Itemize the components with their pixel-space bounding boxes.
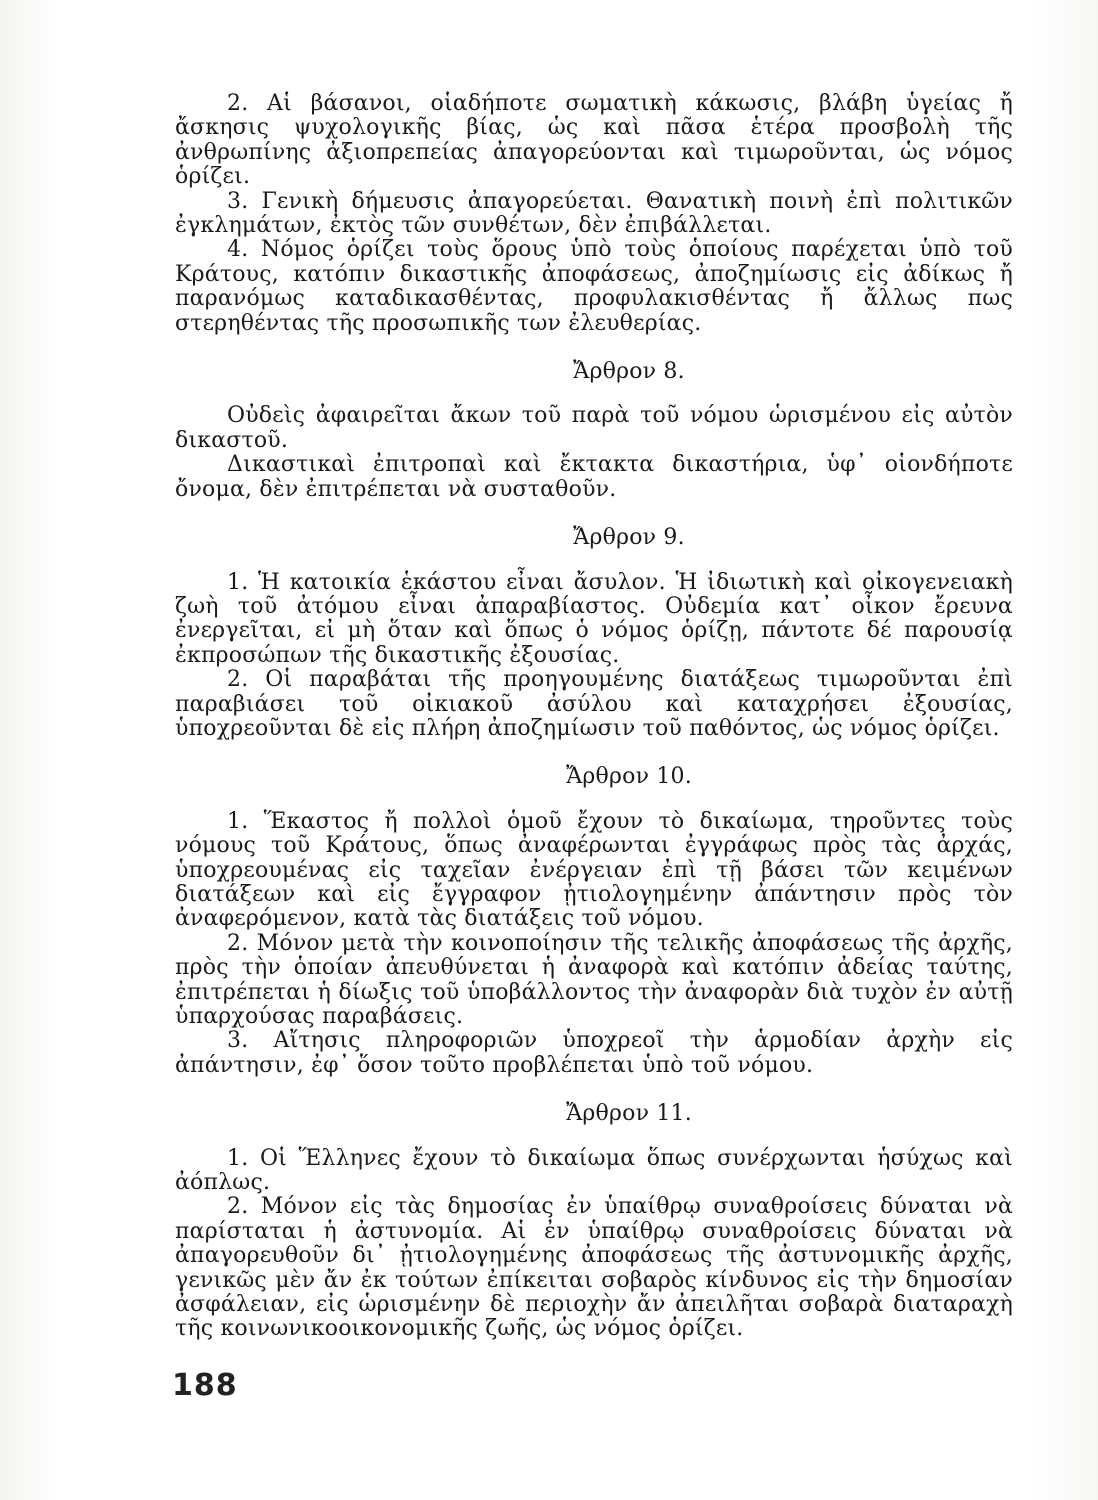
- article-heading: Ἄρθρον 11.: [566, 1101, 692, 1127]
- paragraph: 3. Αἴτησις πληροφοριῶν ὑποχρεοῖ τὴν ἁρμοδίαν ἀρχὴν εἰς ἀπάντησιν, ἐφ᾽ ὅσον τοῦτο προβλέπεται ὑπὸ τοῦ νόμου.: [175, 1028, 1013, 1078]
- paragraph: Δικαστικαὶ ἐπιτροπαὶ καὶ ἔκτακτα δικαστήρια, ὑφ᾽ οἱονδήποτε ὄνομα, δὲν ἐπιτρέπεται νὰ συσταθοῦν.: [175, 452, 1013, 502]
- spacer: [175, 1078, 1013, 1102]
- paragraph: 4. Νόμος ὁρίζει τοὺς ὅρους ὑπὸ τοὺς ὁποίους παρέχεται ὑπὸ τοῦ Κράτους, κατόπιν δικαστικῆς ἀποφάσεως, ἀποζημίωσις εἰς ἀδίκως ἤ παρανόμως καταδικασθέντας, προφυλακισθέντας ἤ ἄλλως πως στερηθέντας τῆς προσωπικῆς των ἐλευθερίας.: [175, 237, 1013, 336]
- paragraph: 1. Οἱ Ἕλληνες ἔχουν τὸ δικαίωμα ὅπως συνέρχωνται ἡσύχως καὶ ἀόπλως.: [175, 1145, 1013, 1196]
- paragraph: 1. Ἡ κατοικία ἑκάστου εἶναι ἄσυλον. Ἡ ἰδιωτικὴ καὶ οἰκογενειακὴ ζωὴ τοῦ ἀτόμου εἶναι ἀπαραβίαστος. Οὐδεμία κατ᾽ οἶκον ἔρευνα ἐνεργεῖται, εἰ μὴ ὅταν καὶ ὅπως ὁ νόμος ὁρίζῃ, πάντοτε δέ παρουσίᾳ ἐκπροσώπων τῆς δικαστικῆς ἐξουσίας.: [175, 569, 1013, 668]
- paragraph: 1. Ἕκαστος ἤ πολλοὶ ὁμοῦ ἔχουν τὸ δικαίωμα, τηροῦντες τοὺς νόμους τοῦ Κράτους, ὅπως ἀναφέρωνται ἐγγράφως πρὸς τὰς ἀρχάς, ὑποχρεουμένας εἰς ταχεῖαν ἐνέργειαν ἐπὶ τῇ βάσει τῶν κειμένων διατάξεων καὶ εἰς ἔγγραφον ᾐτιολογημένην ἀπάντησιν πρὸς τὸν ἀναφερόμενον, κατὰ τὰς διατάξεις τοῦ νόμου.: [175, 808, 1013, 932]
- spacer: [175, 741, 1013, 765]
- paragraph: 2. Μόνον μετὰ τὴν κοινοποίησιν τῆς τελικῆς ἀποφάσεως τῆς ἀρχῆς, πρὸς τὴν ὁποίαν ἀπευθύνεται ἡ ἀναφορὰ καὶ κατόπιν ἀδείας ταύτης, ἐπιτρέπεται ἡ δίωξις τοῦ ὑποβάλλοντος τὴν ἀναφορὰν διὰ τυχὸν ἐν αὐτῇ ὑπαρχούσας παραβάσεις.: [175, 930, 1013, 1029]
- spacer: [175, 502, 1013, 526]
- paragraph: 3. Γενικὴ δήμευσις ἀπαγορεύεται. Θανατικὴ ποινὴ ἐπὶ πολιτικῶν ἐγκλημάτων, ἐκτὸς τῶν συνθέτων, δὲν ἐπιβάλλεται.: [175, 188, 1013, 239]
- article-heading: Ἄρθρον 8.: [573, 359, 685, 385]
- spacer: [175, 790, 1013, 810]
- spacer: [175, 336, 1013, 360]
- spacer: [175, 384, 1013, 404]
- spacer: [175, 1127, 1013, 1147]
- paragraph: 2. Αἱ βάσανοι, οἱαδήποτε σωματικὴ κάκωσις, βλάβη ὑγείας ἤ ἄσκησις ψυχολογικῆς βίας, ὡς καὶ πᾶσα ἑτέρα προσβολὴ τῆς ἀνθρωπίνης ἀξιοπρεπείας ἀπαγορεύονται καὶ τιμωροῦνται, ὡς νόμος ὁρίζει.: [175, 91, 1013, 190]
- paragraph: Οὐδεὶς ἀφαιρεῖται ἄκων τοῦ παρὰ τοῦ νόμου ὡρισμένου εἰς αὐτὸν δικαστοῦ.: [175, 403, 1013, 453]
- body-text: [175, 92, 1013, 1342]
- spacer: [175, 551, 1013, 571]
- article-heading: Ἄρθρον 10.: [566, 764, 692, 790]
- paragraph: 2. Οἱ παραβάται τῆς προηγουμένης διατάξεως τιμωροῦνται ἐπὶ παραβιάσει τοῦ οἰκιακοῦ ἀσύλου καὶ καταχρήσει ἐξουσίας, ὑποχρεοῦνται δὲ εἰς πλήρη ἀποζημίωσιν τοῦ παθόντος, ὡς νόμος ὁρίζει.: [175, 667, 1013, 741]
- article-heading: Ἄρθρον 9.: [573, 525, 685, 551]
- page-number: 188: [172, 1368, 238, 1403]
- paragraph: 2. Μόνον εἰς τὰς δημοσίας ἐν ὑπαίθρῳ συναθροίσεις δύναται νὰ παρίσταται ἡ ἀστυνομία. Αἱ ἐν ὑπαίθρῳ συναθροίσεις δύναται νὰ ἀπαγορευθοῦν δι᾽ ᾐτιολογημένης ἀποφάσεως τῆς ἀστυνομικῆς ἀρχῆς, γενικῶς μὲν ἄν ἐκ τούτων ἐπίκειται σοβαρὸς κίνδυνος εἰς τὴν δημοσίαν ἀσφάλειαν, εἰς ὡρισμένην δὲ περιοχὴν ἄν ἀπειλῆται σοβαρὰ διαταραχὴ τῆς κοινωνικοοικονομικῆς ζωῆς, ὡς νόμος ὁρίζει.: [175, 1194, 1013, 1342]
